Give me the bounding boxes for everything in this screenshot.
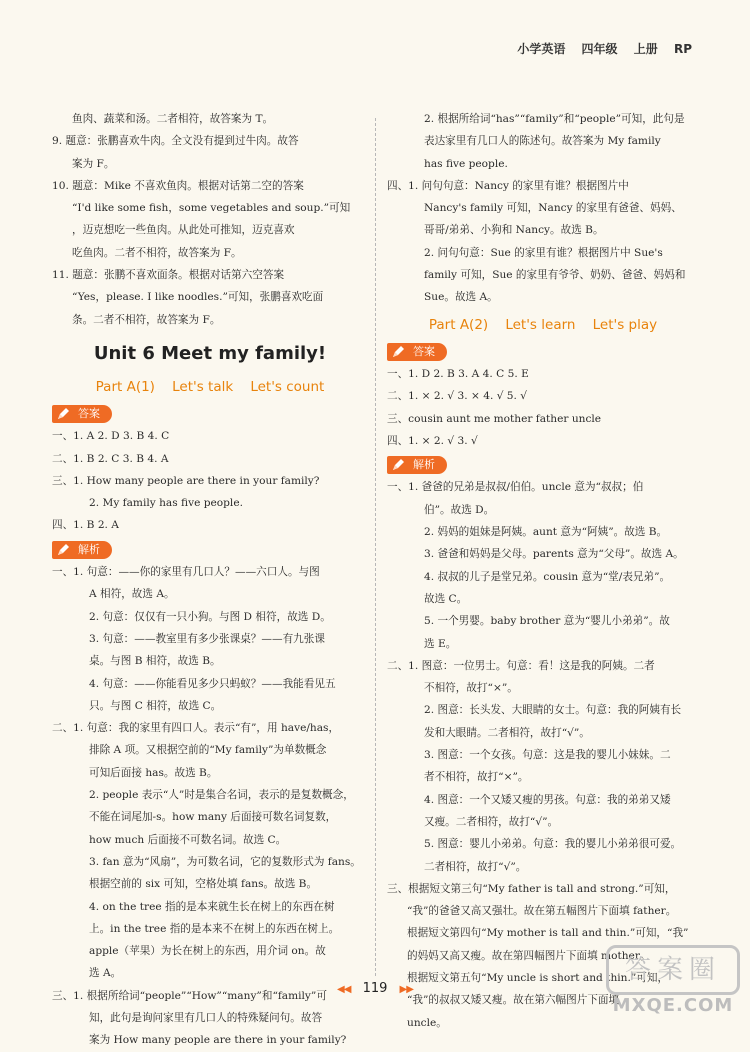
pencil-icon	[56, 543, 70, 557]
text-line: family 可知，Sue 的家里有爷爷、奶奶、爸爸、妈妈和	[424, 269, 686, 282]
column-divider	[375, 118, 376, 976]
analysis-line: 4. 句意：——你能看见多少只蚂蚁？——我能看见五	[89, 677, 336, 690]
header-subject: 小学英语	[517, 42, 566, 56]
analysis-line: 不相符，故打“×”。	[424, 682, 518, 695]
analysis-line: “我”的叔叔又矮又瘦。故在第六幅图片下面填	[407, 994, 620, 1007]
analysis-line: 发和大眼睛。二者相符，故打“√”。	[424, 726, 590, 739]
answer-line: 四、1. B 2. A	[52, 519, 119, 532]
analysis-line: 案为 How many people are there in your family?	[89, 1034, 347, 1047]
text-line: 鱼肉、蔬菜和汤。二者相符，故答案为 T。	[72, 113, 274, 125]
analysis-line: 5. 图意：婴儿小弟弟。句意：我的婴儿小弟弟很可爱。	[424, 838, 682, 851]
text-line: 表达家里有几口人的陈述句。故答案为 My family	[424, 135, 661, 148]
text-line: “Yes，please. I like noodles.”可知，张鹏喜欢吃面	[72, 291, 324, 304]
text-line: Sue。故选 A。	[424, 291, 498, 304]
text-line: 条。二者不相符，故答案为 F。	[72, 313, 221, 326]
part-title: Part A(2) Let's learn Let's play	[428, 316, 658, 333]
analysis-line: 又瘦。二者相符，故打“√”。	[424, 815, 559, 828]
text-line: “I'd like some fish，some vegetables and soup.”可知	[72, 202, 351, 215]
next-arrows-icon: ▶▶	[399, 984, 413, 995]
analysis-line: 3. fan 意为“风扇”，为可数名词，它的复数形式为 fans。	[89, 855, 361, 868]
analysis-line: how much 后面接不可数名词。故选 C。	[89, 833, 287, 846]
answer-line: 四、1. × 2. √ 3. √	[387, 434, 478, 447]
analysis-line: 3. 图意：一个女孩。句意：这是我的婴儿小妹妹。二	[424, 749, 671, 762]
analysis-tag-label: 解析	[78, 542, 100, 556]
header-volume: 上册	[633, 42, 658, 56]
text-line: ，迈克想吃一些鱼肉。从此处可推知，迈克喜欢	[72, 224, 295, 237]
right-column	[387, 108, 699, 1034]
analysis-tag	[387, 456, 447, 474]
text-line: 11. 题意：张鹏不喜欢面条。根据对话第六空答案	[52, 269, 285, 282]
analysis-line: 根据空前的 six 可知，空格处填 fans。故选 B。	[89, 878, 318, 891]
text-line: 2. 根据所给词“has”“family”和“people”可知，此句是	[424, 113, 685, 125]
analysis-line: 只。与图 C 相符，故选 C。	[89, 699, 222, 712]
analysis-line: 2. 妈妈的姐妹是阿姨。aunt 意为“阿姨”。故选 B。	[424, 526, 668, 539]
analysis-line: “我”的爸爸又高又强壮。故在第五幅图片下面填 father。	[407, 905, 677, 918]
analysis-line: 根据短文第四句“My mother is tall and thin.”可知，“我”	[407, 927, 689, 940]
text-line: 2. 问句句意：Sue 的家里有谁？根据图片中 Sue's	[424, 246, 663, 259]
text-line: has five people.	[424, 157, 508, 170]
page-number: 119	[362, 981, 388, 996]
analysis-line: 二、1. 句意：我的家里有四口人。表示“有”，用 have/has，	[52, 722, 340, 735]
pencil-icon	[391, 345, 405, 359]
analysis-line: 4. on the tree 指的是本来就生长在树上的东西在树	[89, 900, 335, 913]
prev-arrows-icon: ◀◀	[337, 984, 351, 995]
analysis-tag	[52, 541, 112, 559]
analysis-line: 2. 图意：长头发、大眼睛的女士。句意：我的阿姨有长	[424, 704, 682, 717]
analysis-line: 不能在词尾加-s。how many 后面接可数名词复数，	[89, 811, 337, 824]
header-edition: RP	[673, 42, 692, 56]
analysis-line: 三、根据短文第三句“My father is tall and strong.”可知，	[387, 882, 676, 895]
analysis-line: 故选 C。	[424, 592, 468, 605]
analysis-line: 4. 叔叔的儿子是堂兄弟。cousin 意为“堂/表兄弟”。	[424, 570, 671, 583]
analysis-line: 排除 A 项。又根据空前的“My family”为单数概念	[89, 744, 327, 757]
analysis-line: 三、1. 根据所给词“people”“How”“many”和“family”可	[52, 989, 327, 1002]
pencil-icon	[391, 458, 405, 472]
text-line: 案为 F。	[72, 157, 115, 170]
analysis-line: 3. 爸爸和妈妈是父母。parents 意为“父母”。故选 A。	[424, 548, 684, 561]
text-line: 哥哥/弟弟、小狗和 Nancy。故选 B。	[424, 224, 604, 237]
analysis-line: A 相符，故选 A。	[89, 588, 175, 601]
analysis-line: 一、1. 爸爸的兄弟是叔叔/伯伯。uncle 意为“叔叔；伯	[387, 481, 644, 494]
analysis-line: 的妈妈又高又瘦。故在第四幅图片下面填 mother。	[407, 949, 651, 962]
analysis-line: uncle。	[407, 1016, 447, 1029]
answer-line: 二、1. × 2. √ 3. × 4. √ 5. √	[387, 390, 528, 403]
analysis-line: 2. people 表示“人”时是集合名词，表示的是复数概念，	[89, 789, 354, 802]
left-column	[52, 108, 368, 1052]
analysis-line: 2. 句意：仅仅有一只小狗。与图 D 相符，故选 D。	[89, 610, 331, 623]
text-line: 吃鱼肉。二者不相符，故答案为 F。	[72, 246, 242, 259]
analysis-line: 4. 图意：一个又矮又瘦的男孩。句意：我的弟弟又矮	[424, 793, 671, 806]
text-line: 9. 题意：张鹏喜欢牛肉。全文没有提到过牛肉。故答	[52, 135, 299, 148]
text-line: 四、1. 问句句意：Nancy 的家里有谁？根据图片中	[387, 179, 629, 192]
part-title: Part A(1) Let's talk Let's count	[95, 378, 325, 395]
answer-line: 一、1. D 2. B 3. A 4. C 5. E	[387, 367, 529, 380]
analysis-line: 可知后面接 has。故选 B。	[89, 766, 218, 779]
text-line: 10. 题意：Mike 不喜欢鱼肉。根据对话第二空的答案	[52, 179, 304, 192]
analysis-line: apple（苹果）为长在树上的东西，用介词 on。故	[89, 945, 326, 958]
watermark-url: MXQE.COM	[612, 995, 734, 1016]
analysis-line: 二、1. 图意：一位男士。句意：看！这是我的阿姨。二者	[387, 659, 655, 672]
analysis-line: 桌。与图 B 相符，故选 B。	[89, 655, 221, 668]
answer-tag-label: 答案	[413, 344, 435, 358]
analysis-line: 3. 句意：——教室里有多少张课桌？——有九张课	[89, 632, 325, 645]
answer-tag	[387, 343, 447, 361]
answer-line: 一、1. A 2. D 3. B 4. C	[52, 430, 170, 443]
analysis-line: 知，此句是询问家里有几口人的特殊疑问句。故答	[89, 1011, 323, 1024]
answer-tag	[52, 405, 112, 423]
answer-line: 2. My family has five people.	[89, 497, 243, 510]
answer-tag-label: 答案	[78, 406, 100, 420]
page-header	[505, 40, 692, 57]
analysis-line: 选 A。	[89, 967, 122, 980]
analysis-line: 伯”。故选 D。	[424, 503, 495, 516]
answer-line: 二、1. B 2. C 3. B 4. A	[52, 452, 169, 465]
answer-line: 三、1. How many people are there in your family?	[52, 474, 320, 487]
analysis-line: 根据短文第五句“My uncle is short and thin.”可知，	[407, 971, 669, 984]
analysis-line: 二者相符，故打“√”。	[424, 860, 527, 873]
analysis-line: 5. 一个男婴。baby brother 意为“婴儿小弟弟”。故	[424, 615, 670, 628]
analysis-line: 上。in the tree 指的是本来不在树上的东西在树上。	[89, 922, 340, 935]
watermark-logo: 答案圈	[606, 945, 740, 995]
analysis-line: 一、1. 句意：——你的家里有几口人？——六口人。与图	[52, 566, 320, 579]
watermark	[606, 945, 740, 1016]
analysis-line: 者不相符，故打“×”。	[424, 771, 529, 784]
analysis-tag-label: 解析	[413, 458, 435, 472]
text-line: Nancy's family 可知，Nancy 的家里有爸爸、妈妈、	[424, 202, 682, 215]
unit-title: Unit 6 Meet my family!	[93, 342, 327, 364]
analysis-line: 选 E。	[424, 637, 457, 650]
answer-line: 三、cousin aunt me mother father uncle	[387, 412, 602, 425]
pencil-icon	[56, 407, 70, 421]
header-grade: 四年级	[581, 42, 618, 56]
